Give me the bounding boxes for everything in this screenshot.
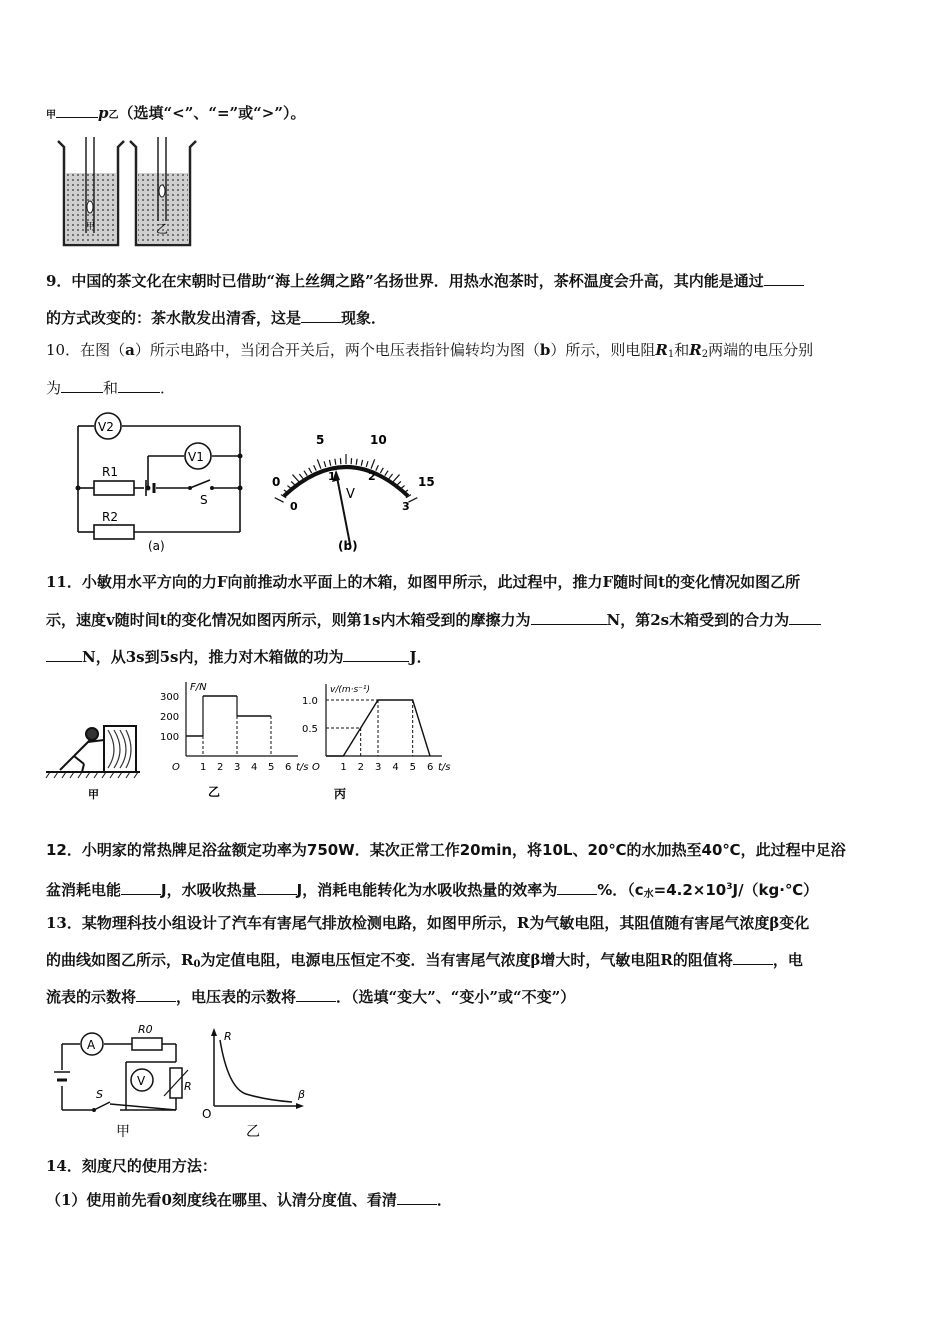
dial-tick — [317, 459, 321, 468]
q8-tail-line — [46, 103, 305, 126]
x-tick-label: 4 — [392, 762, 399, 773]
dial-tick — [292, 475, 299, 482]
beaker-yi-label: 乙 — [156, 222, 169, 236]
x-tick-label: 2 — [357, 762, 365, 773]
x-tick-label: 1 — [340, 762, 347, 773]
chart-caption: 乙 — [208, 785, 221, 799]
resistor-r0-icon — [132, 1038, 162, 1050]
q11-force-chart — [156, 678, 309, 802]
voltmeter-label: V — [137, 1074, 146, 1088]
q13-line2 — [46, 950, 803, 975]
resistor-r1-icon — [94, 481, 134, 495]
x-axis-label: t/s — [296, 762, 309, 773]
q10-and: 和 — [674, 341, 690, 359]
q9-blank2 — [301, 308, 341, 323]
switch-icon — [190, 480, 210, 488]
q10-text2c: ． — [160, 379, 176, 397]
q13-blank2 — [136, 987, 176, 1002]
bottom-tick-2: 2 — [368, 470, 376, 483]
x-tick-label: 1 — [200, 762, 207, 773]
dial-tick — [299, 474, 303, 479]
q10-text1c: ）所示电路中，当闭合开关后，两个电压表指针偏转均为图（ — [134, 341, 540, 359]
q12-line1 — [46, 840, 846, 860]
q10-circuit-a — [62, 410, 252, 556]
q10-blank1 — [61, 378, 103, 393]
y-tick-label: 1.0 — [302, 696, 318, 707]
x-tick-label: 5 — [268, 762, 275, 773]
q8-beaker-figure — [46, 133, 204, 259]
axis-beta-label: β — [298, 1088, 306, 1101]
q14-text2a: （1）使用前先看0刻度线在哪里、认清分度值、看清 — [46, 1191, 397, 1209]
q13-line1 — [46, 913, 809, 933]
bottom-tick-1: 1 — [328, 470, 336, 483]
dial-tick — [393, 475, 400, 482]
top-tick-0: 0 — [272, 475, 281, 489]
switch-icon — [94, 1102, 110, 1110]
q11-text2b: N，第2s木箱受到的合力为 — [606, 611, 790, 629]
y-tick-label: 100 — [160, 732, 180, 743]
dial-tick — [371, 459, 375, 468]
dial-tick — [397, 481, 401, 485]
q13-text2b: 为定值电阻，电源电压恒定不变．当有害尾气浓度β增大时，气敏电阻R的阻值将 — [200, 951, 733, 969]
y-axis-label: v/(m·s⁻¹) — [330, 685, 371, 695]
dial-tick — [335, 459, 336, 465]
q10-blank2 — [118, 378, 160, 393]
person-pushing-icon — [60, 728, 104, 772]
q9-text2a: 的方式改变的：茶水散发出清香，这是 — [46, 309, 302, 327]
dial-tick — [314, 465, 317, 470]
top-tick-5: 5 — [316, 433, 325, 447]
dial-tick — [356, 459, 357, 465]
q11-blank1 — [531, 610, 607, 625]
fig-b-caption: (b) — [338, 539, 358, 553]
x-tick-label: 3 — [234, 762, 241, 773]
q13-text1: 13．某物理科技小组设计了汽车有害尾气排放检测电路，如图甲所示，R为气敏电阻，其阻值随有害尾气浓度β变化 — [46, 914, 810, 932]
r0-label: R0 — [138, 1023, 153, 1036]
q11-text3b: J． — [409, 648, 432, 666]
q11-blank3 — [343, 647, 409, 662]
q9-line2 — [46, 308, 386, 328]
q10-line2 — [46, 378, 175, 398]
dial-tick — [329, 460, 330, 466]
curve-caption: 乙 — [246, 1124, 260, 1140]
q13-text3c: ．（选填“变大”、“变小”或“不变”） — [336, 988, 576, 1006]
v2-label: V2 — [98, 420, 114, 434]
q10-line1 — [46, 340, 813, 365]
r-beta-curve — [220, 1040, 292, 1102]
q13-text3b: ，电压表的示数将 — [176, 988, 297, 1006]
q8-jia-label: 甲 — [46, 110, 56, 121]
q8-yi-label: 乙 — [108, 110, 119, 121]
q14-line2 — [46, 1190, 452, 1210]
q12-blank2 — [257, 880, 297, 895]
q11-blank2-cont — [46, 647, 82, 662]
beaker-jia-label: 甲 — [86, 222, 96, 232]
dial-tick — [275, 498, 284, 503]
dial-unit: V — [346, 487, 355, 502]
switch-label: S — [200, 493, 208, 507]
q13-blank3 — [296, 987, 336, 1002]
top-tick-15: 15 — [418, 475, 435, 489]
circuit-caption: 甲 — [116, 1124, 130, 1140]
y-axis-label: F/N — [190, 682, 207, 693]
q10-text2b: 和 — [103, 379, 119, 397]
ammeter-label: A — [87, 1038, 96, 1052]
r1-label: R1 — [102, 465, 118, 479]
q8-fill-hint: （选填“<”、“=”或“>”）。 — [118, 104, 306, 122]
dial-tick — [408, 498, 417, 503]
x-axis-label: t/s — [438, 762, 451, 773]
q8-p-symbol: p — [98, 104, 109, 122]
q14-text1: 14．刻度尺的使用方法： — [46, 1157, 217, 1175]
q12-text2d: %．（c — [597, 881, 644, 899]
x-tick-label: 6 — [427, 762, 434, 773]
x-tick-label: 4 — [251, 762, 258, 773]
q10-r1: R — [655, 341, 668, 359]
origin-label: O — [172, 762, 180, 773]
q9-blank1 — [764, 271, 804, 286]
axis-r-label: R — [224, 1030, 232, 1043]
q13-circuit-figure — [46, 1018, 312, 1142]
q14-line1 — [46, 1156, 217, 1176]
push-caption: 甲 — [88, 788, 99, 801]
dial-tick — [304, 471, 307, 476]
dial-tick — [385, 471, 388, 476]
q12-sub: 水 — [643, 889, 654, 900]
v1-label: V1 — [188, 450, 204, 464]
q11-line3 — [46, 647, 432, 667]
q12-text2c: J，消耗电能转化为水吸收热量的效率为 — [296, 881, 558, 899]
q11-push-figure — [46, 710, 142, 802]
resistor-r2-icon — [94, 525, 134, 539]
r2-label: R2 — [102, 510, 118, 524]
q10-r2: R — [689, 341, 702, 359]
dial-tick — [324, 461, 326, 467]
switch-label: S — [96, 1088, 103, 1101]
top-tick-10: 10 — [370, 433, 387, 447]
q11-line2 — [46, 610, 821, 630]
y-tick-label: 300 — [160, 692, 180, 703]
dial-tick — [389, 474, 393, 479]
q9-text2b: 现象． — [341, 309, 387, 327]
q13-blank1 — [733, 950, 773, 965]
q11-text2a: 示，速度v随时间t的变化情况如图丙所示，则第1s内木箱受到的摩擦力为 — [46, 611, 531, 629]
q10-text1f: 两端的电压分别 — [708, 341, 814, 359]
x-tick-label: 5 — [409, 762, 417, 773]
q9-text1: 9．中国的茶文化在宋朝时已借助“海上丝绸之路”名扬世界．用热水泡茶时，茶杯温度会升高，其内能是通过 — [46, 272, 764, 290]
q10-text1a: 10．在图（ — [46, 341, 126, 359]
q12-blank1 — [121, 880, 161, 895]
y-tick-label: 200 — [160, 712, 180, 723]
x-tick-label: 2 — [217, 762, 224, 773]
curve-origin: O — [202, 1107, 212, 1121]
q10-text2a: 为 — [46, 379, 62, 397]
origin-label: O — [312, 762, 320, 773]
q12-text2a: 盆消耗电能 — [46, 881, 122, 899]
dial-tick — [380, 468, 383, 473]
dial-tick — [366, 461, 368, 467]
dial-needle — [336, 472, 350, 544]
q12-text2f: J/（kg·℃） — [732, 881, 819, 899]
q11-line1 — [46, 572, 800, 592]
dial-tick — [291, 481, 295, 485]
r-label: R — [184, 1080, 192, 1093]
q13-text2c: ，电 — [772, 951, 803, 969]
q8-blank — [56, 103, 98, 118]
bottom-tick-0: 0 — [290, 500, 298, 513]
fig-a-caption: (a) — [148, 539, 165, 553]
q10-r2-sub: 2 — [701, 349, 709, 360]
q11-velocity-chart — [296, 676, 452, 802]
x-tick-label: 6 — [285, 762, 292, 773]
q11-text3a: N，从3s到5s内，推力对木箱做的功为 — [82, 648, 344, 666]
q13-text3a: 流表的示数将 — [46, 988, 137, 1006]
q12-line2 — [46, 877, 818, 905]
q11-text1: 11．小敏用水平方向的力F向前推动水平面上的木箱，如图甲所示，此过程中，推力F随时间t的变化情况如图乙所 — [46, 573, 801, 591]
q13-text2a: 的曲线如图乙所示，R — [46, 951, 194, 969]
chart-caption: 丙 — [334, 787, 347, 801]
x-tick-label: 3 — [375, 762, 382, 773]
dial-tick — [376, 465, 379, 470]
q13-line3 — [46, 987, 575, 1007]
q12-text1: 12．小明家的常热牌足浴盆额定功率为750W．某次正常工作20min，将10L、20℃的水加热至40℃，此过程中足浴 — [46, 841, 846, 859]
q12-blank3 — [557, 880, 597, 895]
q13-sub: 0 — [193, 959, 201, 970]
q9-line1 — [46, 271, 804, 291]
q14-blank — [397, 1190, 437, 1205]
q10-b: b — [539, 341, 551, 359]
q10-dial-b — [262, 424, 442, 556]
q11-blank2 — [789, 610, 821, 625]
q12-text2e: =4.2×10 — [653, 881, 727, 899]
y-tick-label: 0.5 — [302, 724, 318, 735]
q10-a: a — [125, 341, 135, 359]
q12-sup: 3 — [726, 882, 733, 892]
q12-text2b: J，水吸收热量 — [161, 881, 257, 899]
q10-r1-sub: 1 — [667, 349, 675, 360]
q14-text2b: ． — [436, 1191, 452, 1209]
bottom-tick-3: 3 — [402, 500, 410, 513]
dial-tick — [361, 460, 362, 466]
dial-tick — [309, 468, 312, 473]
q10-text1e: ）所示，则电阻 — [550, 341, 656, 359]
